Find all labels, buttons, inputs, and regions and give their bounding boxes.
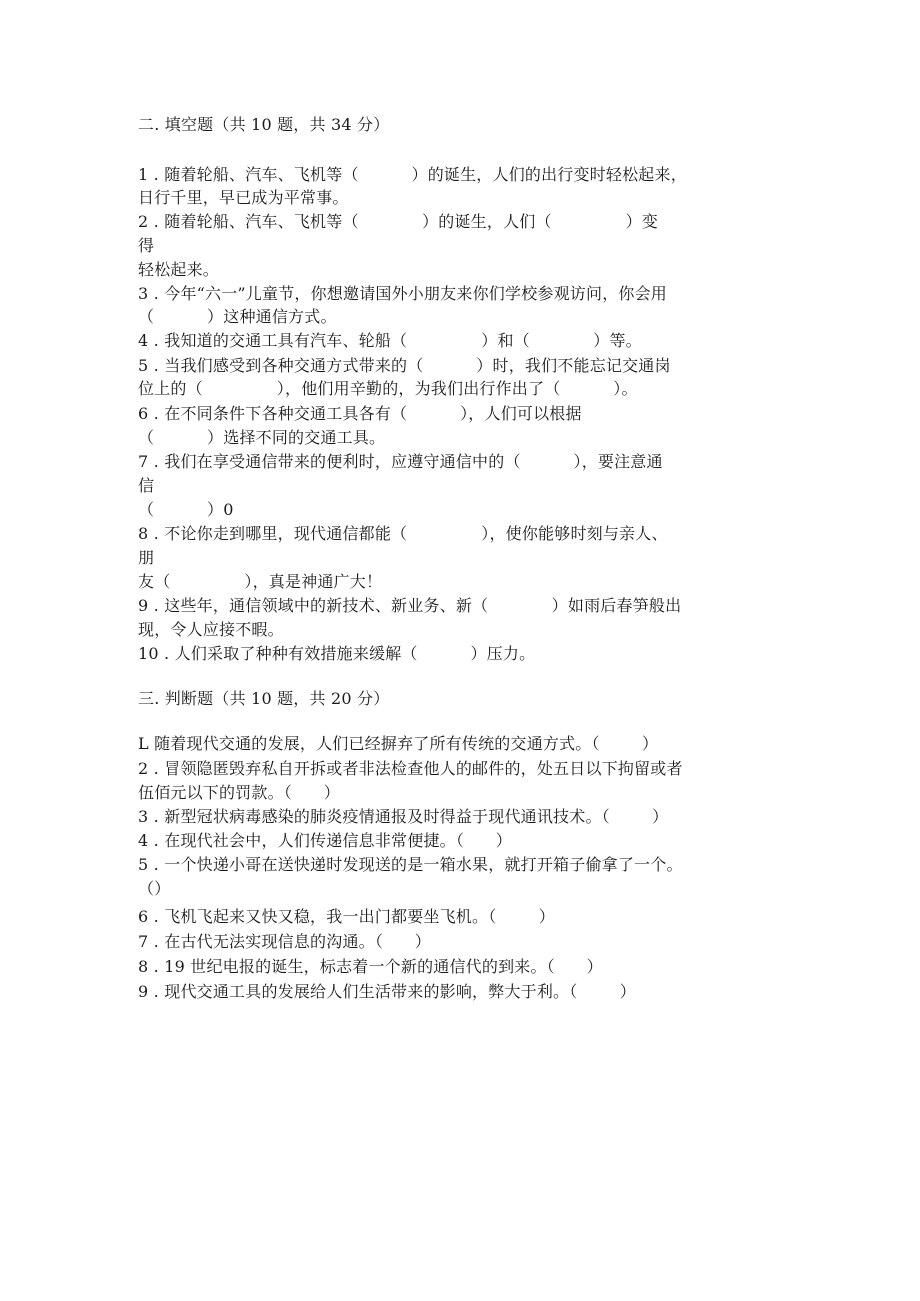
question-line: 信 [138, 476, 155, 495]
question-line: 5 . 一个快递小哥在送快递时发现送的是一箱水果，就打开箱子偷拿了一个。 [138, 855, 683, 874]
question-line: 10 . 人们采取了种种有效措施来缓解（ ）压力。 [138, 644, 536, 663]
question-line: （） [138, 879, 171, 898]
question-line: 位上的（ ），他们用辛勤的，为我们出行作出了（ ）。 [138, 379, 638, 398]
question-line: 伍佰元以下的罚款。（ ） [138, 783, 340, 802]
question-line: （ ）0 [138, 500, 234, 519]
question-line: 8 . 19 世纪电报的诞生，标志着一个新的通信代的到来。（ ） [138, 957, 603, 976]
question-line: 9 . 现代交通工具的发展给人们生活带来的影响，弊大于利。（ ） [138, 982, 636, 1001]
question-line: 得 [138, 236, 155, 255]
question-line: L 随着现代交通的发展，人们已经摒弃了所有传统的交通方式。（ ） [138, 734, 659, 753]
question-line: 2 . 冒领隐匿毁弃私自开拆或者非法检查他人的邮件的，处五日以下拘留或者 [138, 759, 683, 778]
question-line: 1 . 随着轮船、汽车、飞机等（ ）的诞生，人们的出行变时轻松起来， [138, 165, 687, 184]
question-line: 2 . 随着轮船、汽车、飞机等（ ）的诞生，人们（ ）变 [138, 212, 659, 231]
question-line: 3 . 新型冠状病毒感染的肺炎疫情通报及时得益于现代通讯技术。（ ） [138, 807, 669, 826]
question-line: （ ）选择不同的交通工具。 [138, 428, 386, 447]
question-line: 5 . 当我们感受到各种交通方式带来的（ ）时，我们不能忘记交通岗 [138, 356, 671, 375]
question-line: 6 . 飞机飞起来又快又稳，我一出门都要坐飞机。（ ） [138, 907, 555, 926]
section-heading-fill-blank: 二. 填空题（共 10 题，共 34 分） [138, 115, 390, 134]
question-line: 4 . 在现代社会中，人们传递信息非常便捷。（ ） [138, 831, 512, 850]
question-line: 6 . 在不同条件下各种交通工具各有（ ），人们可以根据 [138, 404, 582, 423]
question-line: 4 . 我知道的交通工具有汽车、轮船（ ）和（ ）等。 [138, 331, 642, 350]
question-line: 7 . 在古代无法实现信息的沟通。（ ） [138, 932, 431, 951]
question-line: （ ）这种通信方式。 [138, 307, 337, 326]
section-heading-true-false: 三. 判断题（共 10 题，共 20 分） [138, 689, 390, 708]
question-line: 7 . 我们在享受通信带来的便利时，应遵守通信中的（ ），要注意通 [138, 452, 663, 471]
question-line: 9 . 这些年，通信领域中的新技术、新业务、新（ ）如雨后春笋般出 [138, 596, 682, 615]
question-line: 3 . 今年“六一”儿童节，你想邀请国外小朋友来你们学校参观访问，你会用 [138, 284, 667, 303]
question-line: 友（ ），真是神通广大！ [138, 572, 383, 591]
question-line: 轻松起来。 [138, 260, 220, 279]
question-line: 日行千里，早已成为平常事。 [138, 188, 349, 207]
question-line: 8 . 不论你走到哪里，现代通信都能（ ），使你能够时刻与亲人、 [138, 524, 668, 543]
question-line: 现，令人应接不暇。 [138, 620, 284, 639]
question-line: 朋 [138, 548, 155, 567]
